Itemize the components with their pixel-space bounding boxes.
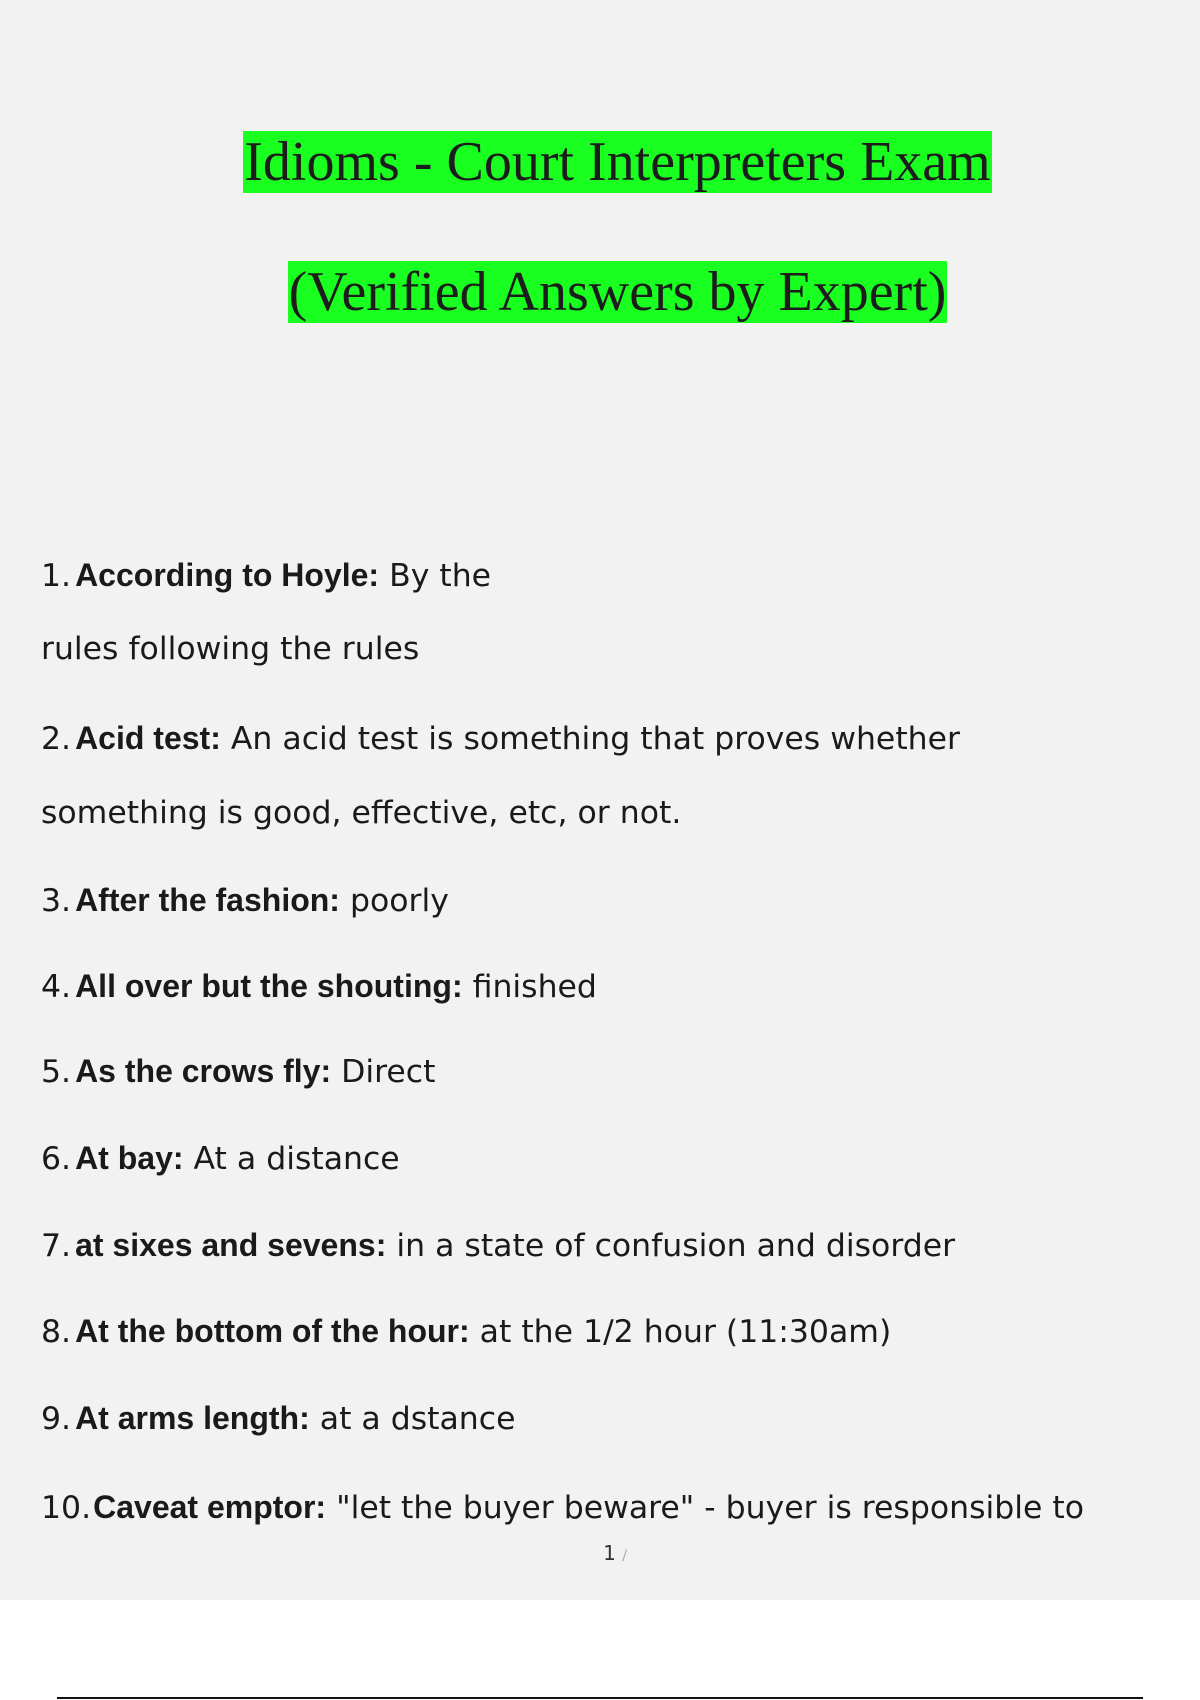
item-number: 7. bbox=[41, 1228, 72, 1264]
item-number: 10. bbox=[41, 1490, 92, 1526]
item-definition: Direct bbox=[341, 1054, 436, 1090]
list-item bbox=[41, 1312, 891, 1351]
list-item bbox=[41, 556, 491, 595]
item-continuation: something is good, effective, etc, or not. bbox=[41, 795, 682, 831]
list-item bbox=[41, 881, 449, 920]
item-number: 8. bbox=[41, 1314, 72, 1350]
item-term: At the bottom of the hour: bbox=[75, 1313, 470, 1349]
item-number: 4. bbox=[41, 969, 72, 1005]
item-term: At arms length: bbox=[75, 1400, 310, 1436]
list-item bbox=[41, 967, 597, 1006]
item-number: 9. bbox=[41, 1401, 72, 1437]
list-item bbox=[41, 1139, 400, 1178]
item-definition: in a state of confusion and disorder bbox=[396, 1228, 956, 1264]
title-highlight-1: Idioms - Court Interpreters Exam bbox=[244, 131, 991, 193]
list-item bbox=[41, 719, 960, 758]
item-term: Caveat emptor: bbox=[93, 1489, 327, 1525]
page-number-suffix: / bbox=[622, 1548, 627, 1564]
item-term: After the fashion: bbox=[75, 882, 340, 918]
item-continuation: rules following the rules bbox=[41, 631, 420, 667]
list-item bbox=[41, 1052, 435, 1091]
item-term: As the crows fly: bbox=[75, 1053, 332, 1089]
page-number-value: 1 bbox=[603, 1541, 616, 1565]
item-definition: "let the buyer beware" - buyer is responsible to bbox=[336, 1490, 1085, 1526]
list-item bbox=[41, 1226, 955, 1265]
document-title-line-2 bbox=[0, 260, 1200, 324]
item-number: 6. bbox=[41, 1141, 72, 1177]
item-definition: At a distance bbox=[193, 1141, 400, 1177]
item-term: At bay: bbox=[75, 1140, 184, 1176]
document-title-line-1 bbox=[0, 130, 1200, 194]
item-definition: poorly bbox=[349, 883, 449, 919]
title-highlight-2: (Verified Answers by Expert) bbox=[288, 261, 947, 323]
item-definition: By the bbox=[389, 558, 492, 594]
page-number bbox=[0, 1541, 1200, 1565]
item-term: According to Hoyle: bbox=[75, 557, 380, 593]
item-number: 3. bbox=[41, 883, 72, 919]
item-definition: at a dstance bbox=[319, 1401, 516, 1437]
item-term: Acid test: bbox=[75, 720, 221, 756]
item-definition: finished bbox=[472, 969, 597, 1005]
item-definition: An acid test is something that proves whether bbox=[230, 721, 960, 757]
list-item bbox=[41, 1399, 515, 1438]
item-definition: at the 1/2 hour (11:30am) bbox=[479, 1314, 892, 1350]
item-number: 2. bbox=[41, 721, 72, 757]
item-number: 1. bbox=[41, 558, 72, 594]
list-item bbox=[41, 1488, 1084, 1527]
next-page-divider bbox=[57, 1697, 1143, 1699]
item-term: at sixes and sevens: bbox=[75, 1227, 387, 1263]
item-term: All over but the shouting: bbox=[75, 968, 463, 1004]
item-number: 5. bbox=[41, 1054, 72, 1090]
